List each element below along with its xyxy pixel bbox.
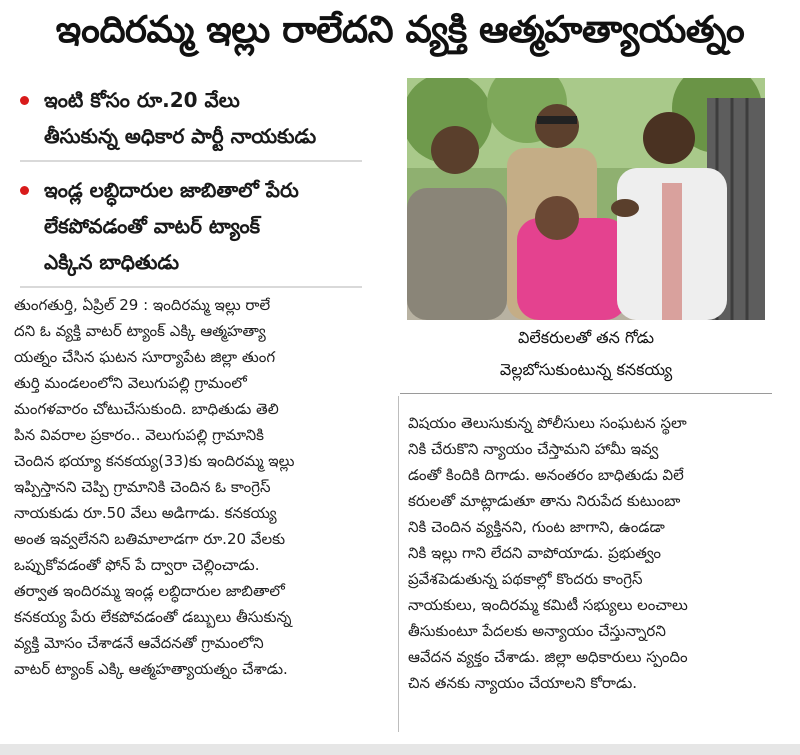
article-column-left (14, 292, 390, 682)
bullet-dot-icon (20, 186, 29, 195)
summary-bullet (10, 82, 362, 154)
article-line: వాటర్ ట్యాంక్ ఎక్కి ఆత్మహత్యాయత్నం చేశాడు. (14, 660, 288, 678)
article-line: విషయం తెలుసుకున్న పోలీసులు సంఘటన స్థలా (408, 414, 687, 432)
article-line: ఆవేదన వ్యక్తం చేశాడు. జిల్లా అధికారులు స్పందిం (408, 648, 688, 666)
caption-line: వెల్లబోసుకుంటున్న కనకయ్య (499, 360, 673, 379)
article-line: పిన వివరాల ప్రకారం.. వెలుగుపల్లి గ్రామానికి (14, 426, 265, 444)
article-line: ప్రవేశపెడుతున్న పథకాల్లో కొందరు కాంగ్రెస్ (408, 570, 643, 588)
article-line: నాయకుడు రూ.50 వేలు అడిగాడు. కనకయ్య (14, 504, 277, 522)
article-line: మంగళవారం చోటుచేసుకుంది. బాధితుడు తెలి (14, 400, 279, 418)
article-line: చిన తనకు న్యాయం చేయాలని కోరాడు. (408, 674, 638, 692)
article-line: ఒప్పుకోవడంతో ఫోన్ పే ద్వారా చెల్లించాడు. (14, 556, 260, 574)
article-line: తుర్తి మండలంలోని వెలుగుపల్లి గ్రామంలో (14, 374, 247, 392)
summary-bullet (10, 172, 362, 280)
article-line: వ్యక్తి మోసం చేశాడనే ఆవేదనతో గ్రామంలోని (14, 634, 264, 652)
bullet-line: లేకపోవడంతో వాటర్ ట్యాంక్ (44, 214, 261, 238)
news-photo-illustration (407, 78, 765, 320)
caption-line: విలేకరులతో తన గోడు (518, 328, 654, 347)
bullet-divider (20, 160, 362, 162)
article-line: నాయకులు, ఇందిరమ్మ కమిటీ సభ్యులు లంచాలు (408, 596, 688, 614)
bullet-divider (20, 286, 362, 288)
article-line: కరులతో మాట్లాడుతూ తాను నిరుపేద కుటుంబా (408, 492, 681, 510)
article-line: నికి చేరుకొని న్యాయం చేస్తామని హామీ ఇవ్వ (408, 440, 659, 458)
article-line: తుంగతుర్తి, ఏప్రిల్ 29 : ఇందిరమ్మ ఇల్లు రాలే (14, 296, 271, 314)
article-line: నికి ఇల్లు గాని లేదని వాపోయాడు. ప్రభుత్వం (408, 544, 661, 562)
article-line: డంతో కిందికి దిగాడు. అనంతరం బాధితుడు విలే (408, 466, 684, 484)
article-line: ఇప్పిస్తానని చెప్పి గ్రామానికి చెందిన ఓ కాంగ్రెస్ (14, 478, 271, 496)
headline: ఇందిరమ్మ ఇల్లు రాలేదని వ్యక్తి ఆత్మహత్యాయత్నం (55, 8, 745, 51)
article-line: తీసుకుంటూ పేదలకు అన్యాయం చేస్తున్నారని (408, 622, 666, 640)
bullet-line: తీసుకున్న అధికార పార్టీ నాయకుడు (44, 124, 317, 148)
article-line: యత్నం చేసిన ఘటన సూర్యాపేట జిల్లా తుంగ (14, 348, 276, 366)
summary-bullets (10, 82, 362, 298)
bullet-line: ఇండ్ల లబ్ధిదారుల జాబితాలో పేరు (44, 178, 299, 202)
caption-rule (400, 393, 772, 394)
bottom-band (0, 744, 800, 755)
photo-caption (400, 322, 772, 386)
bullet-dot-icon (20, 96, 29, 105)
bullet-line: ఇంటి కోసం రూ.20 వేలు (44, 88, 240, 112)
column-divider (398, 396, 399, 732)
article-line: చెందిన భయ్యా కనకయ్య(33)కు ఇందిరమ్మ ఇల్లు (14, 452, 295, 470)
article-line: కనకయ్య పేరు లేకపోవడంతో డబ్బులు తీసుకున్న (14, 608, 292, 626)
article-line: తర్వాత ఇందిరమ్మ ఇండ్ల లబ్ధిదారుల జాబితాలో (14, 582, 285, 600)
bullet-line: ఎక్కిన బాధితుడు (44, 250, 180, 274)
article-line: దని ఓ వ్యక్తి వాటర్ ట్యాంక్ ఎక్కి ఆత్మహత్యా (14, 322, 266, 340)
article-line: నికి చెందిన వ్యక్తినని, గుంట జాగాని, ఉండడా (408, 518, 665, 536)
article-column-right (408, 410, 770, 696)
news-photo (407, 78, 765, 320)
article-line: అంత ఇవ్వలేనని బతిమాలాడగా రూ.20 వేలకు (14, 530, 286, 548)
